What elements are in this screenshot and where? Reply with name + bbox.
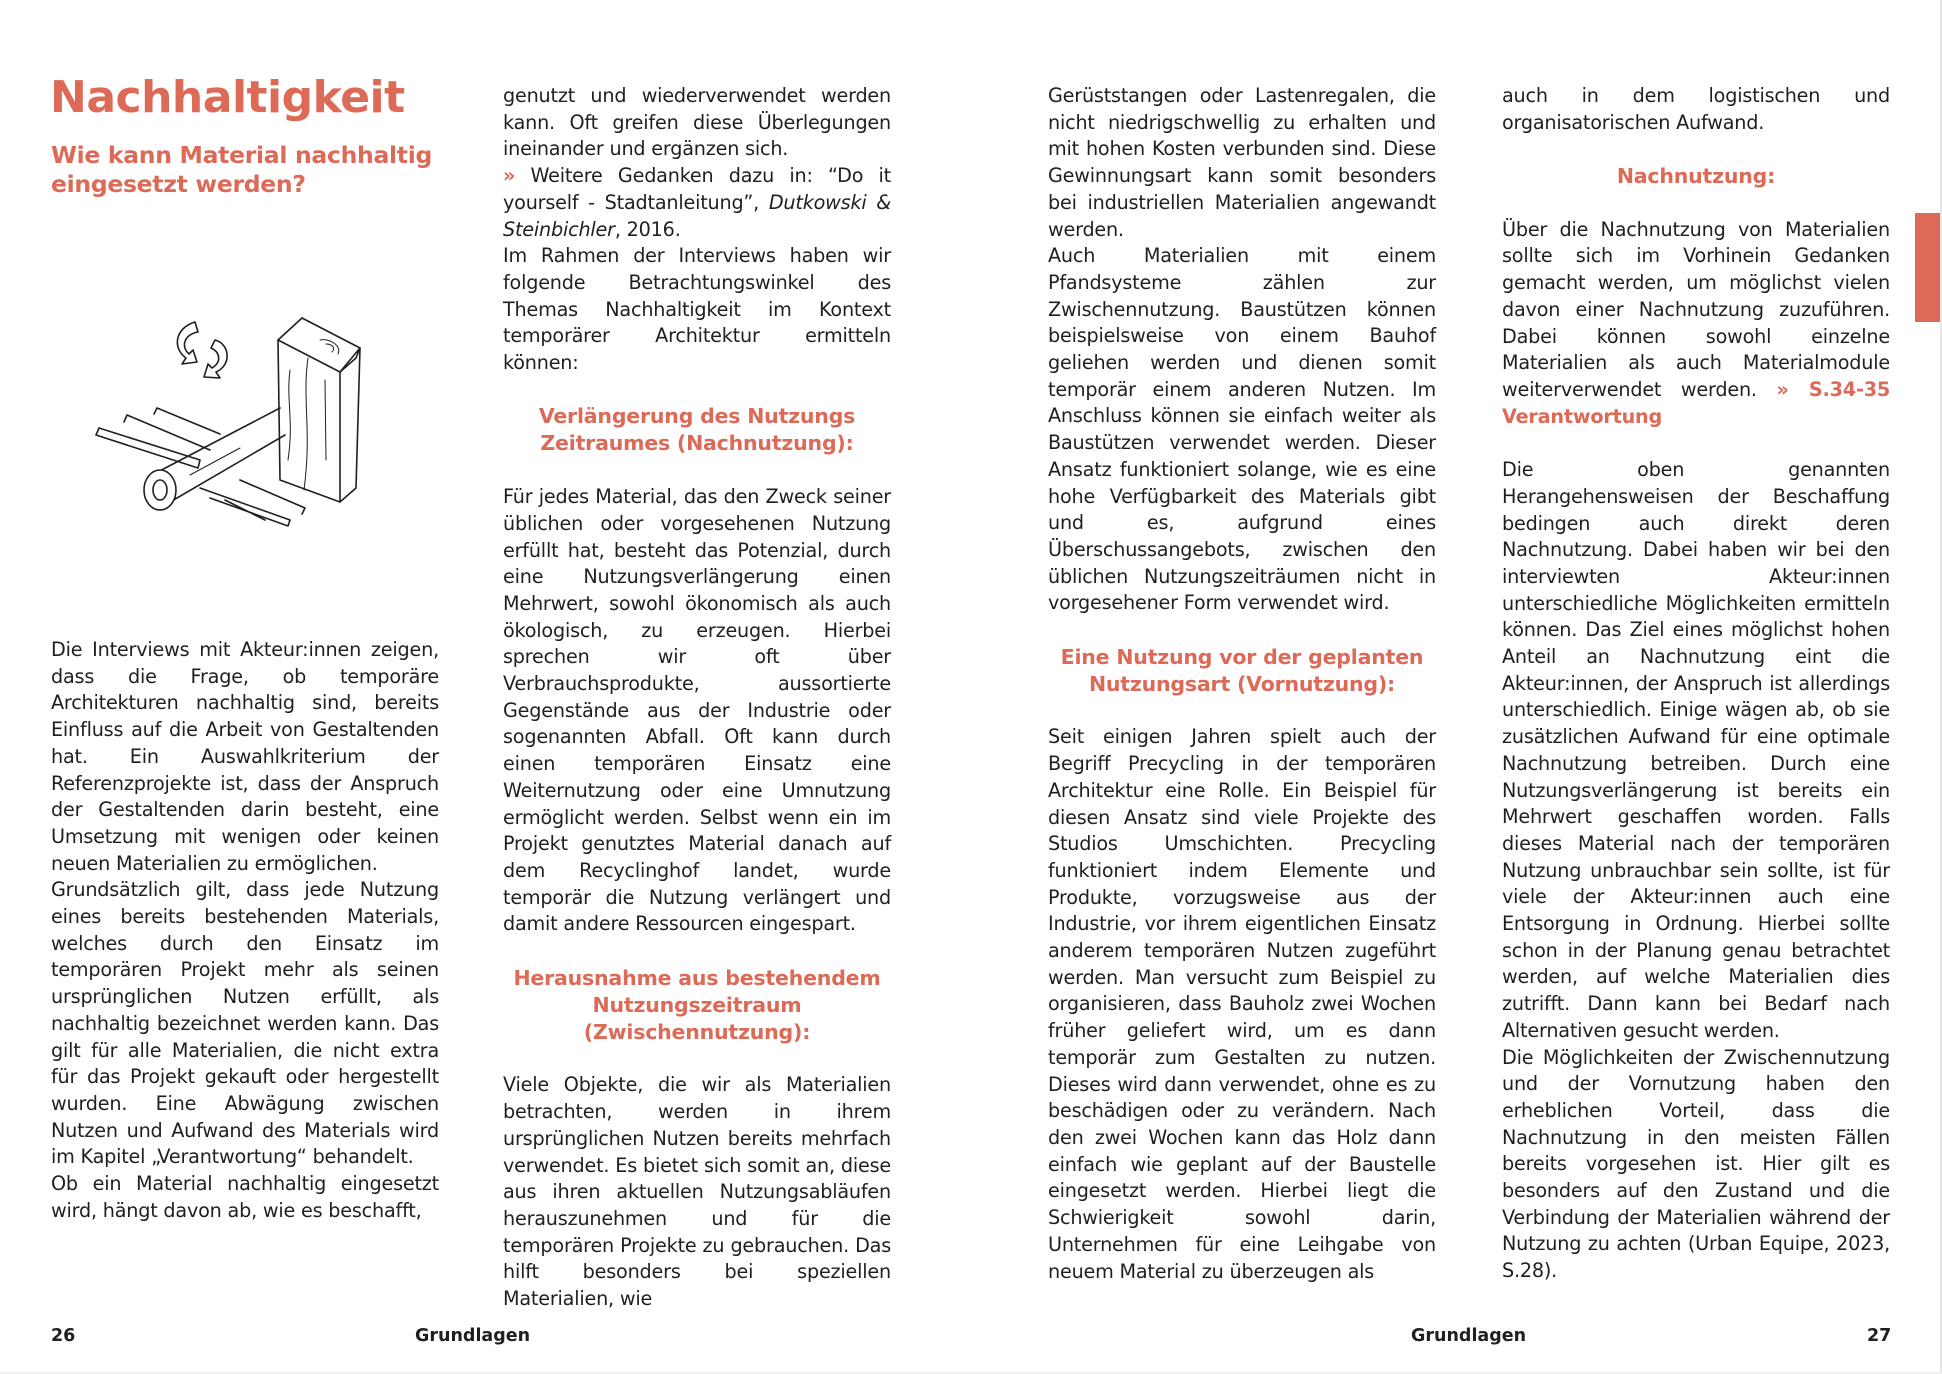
paragraph: Für jedes Material, das den Zweck seiner üblichen oder vorgesehenen Nutzung erfüllt hat, besteht das Potenzial, durch eine Nutzungsverlängerung einen Mehrwert, sowohl ökonomisch als auch ökologisch, zu erzeugen. Hierbei sprechen wir oft über Verbrauchsprodukte, aussortierte Gegenstände aus der Industrie oder sogenannten Abfall. Oft kann durch einen temporären Einsatz eine Weiternutzung oder eine Umnutzung ermöglicht werden. Selbst wenn ein im Projekt genutztes Material danach auf dem Recyclinghof landet, wurde temporär die Nutzung verlängert und damit andere Ressourcen eingespart.	[503, 485, 891, 936]
section-heading-nachnutzung: Nachnutzung:	[1616, 164, 1776, 189]
page-title: Nachhaltigkeit	[50, 72, 405, 123]
paragraph: Über die Nachnutzung von Materialien sollte sich im Vorhinein Gedanken gemacht werden, um möglichst vielen davon einer Nachnutzung zuzuführen. Dabei können sowohl einzelne Materialien als auch Materialmodule weiterverwendet werden. » S.34-35 Verantwortung	[1502, 217, 1891, 428]
section-heading-nachnutzung-verlaengerung: Verlängerung des Nutzungs Zeitraumes (Nachnutzung):	[538, 404, 856, 456]
paragraph: Viele Objekte, die wir als Materialien betrachten, werden in ihrem ursprünglichen Nutzen bereits mehrfach verwendet. Es bietet sich somit an, diese aus ihren aktuellen Nutzungsabläufen herauszunehmen und für die temporären Projekte zu gebrauchen. Das hilft besonders bei speziellen Materialien, wie	[503, 1073, 891, 1311]
paragraph: Die oben genannten Herangehensweisen der Beschaffung bedingen auch direkt deren Nachnutzung. Dabei haben wir bei den interviewten Akteur:innen unterschiedliche Möglichkeiten ermitteln können. Das Ziel eines möglichst hohen Anteil an Nachnutzung eint die Akteur:innen, der Anspruch ist allerdings unterschiedlich. Einige wägen ab, ob sie zusätzlichen Aufwand für eine optimale Nachnutzung betreiben. Durch eine Nutzungsverlängerung ist bereits ein Mehrwert geschaffen worden. Falls dieses Material nach der temporären Nutzung unbrauchbar sein sollte, ist für viele der Akteur:innen auch eine Entsorgung in Ordnung. Hierbei sollte schon in der Planung genau betrachtet werden, auf welche Materialien dies zutrifft. Dann kann bei Bedarf nach Alternativen gesucht werden.	[1502, 458, 1890, 1042]
paragraph: Gerüststangen oder Lastenregalen, die nicht niedrigschwellig zu erhalten und mit hohen Kosten verbunden sind. Diese Gewinnungsart kann somit besonders bei industriellen Materialien angewandt werden.	[1048, 84, 1436, 241]
wood-materials-illustration	[90, 310, 390, 540]
column-4	[1502, 83, 1890, 1285]
reference-marker-icon: »	[503, 164, 516, 188]
page-number-right: 27	[1867, 1326, 1892, 1346]
paragraph: genutzt und wiederverwendet werden kann. Oft greifen diese Überlegungen ineinander und ergänzen sich.	[503, 84, 891, 161]
column-1	[51, 637, 439, 1224]
page-subtitle: Wie kann Material nachhaltig eingesetzt werden?	[51, 141, 432, 198]
section-heading-zwischennutzung: Herausnahme aus bestehendem Nutzungszeitraum (Zwischennutzung):	[513, 965, 881, 1044]
paragraph: Die Möglichkeiten der Zwischennutzung und der Vornutzung haben den erheblichen Vorteil, dass die Nachnutzung in den meisten Fällen bereits vorgesehen ist. Hier gilt es besonders auf den Zustand und die Verbindung der Materialien während der Nutzung zu achten (Urban Equipe, 2023, S.28).	[1502, 1045, 1890, 1283]
column-2	[503, 83, 891, 1313]
paragraph: Ob ein Material nachhaltig eingesetzt wird, hängt davon ab, wie es beschafft,	[51, 1172, 439, 1222]
page-number-left: 26	[51, 1326, 76, 1346]
running-footer-left: Grundlagen	[415, 1326, 531, 1346]
paragraph: auch in dem logistischen und organisatorischen Aufwand.	[1502, 84, 1890, 134]
column-3	[1048, 83, 1436, 1285]
paragraph: Seit einigen Jahren spielt auch der Begriff Precycling in der temporären Architektur eine Rolle. Ein Beispiel für diesen Ansatz sind viele Projekte des Studios Umschichten. Precycling funktioniert indem Elemente und Produkte, vorzugsweise aus der Industrie, vor ihrem eigentlichen Einsatz anderem temporären Nutzen zugeführt werden. Man versucht zum Beispiel zu organisieren, dass Bauholz zwei Wochen früher geliefert wird, um es dann temporär zum Gestalten zu nutzen. Dieses wird dann verwendet, ohne es zu beschädigen oder zu verändern. Nach den zwei Wochen kann das Holz dann einfach wie geplant auf der Baustelle eingesetzt werden. Hierbei liegt die Schwierigkeit sowohl darin, Unternehmen für eine Leihgabe von neuem Material zu überzeugen als	[1048, 725, 1436, 1283]
reference-authors: Dutkowski & Steinbichler	[503, 190, 892, 241]
recycle-arrows-icon	[177, 322, 227, 378]
paragraph: Auch Materialien mit einem Pfandsysteme zählen zur Zwischennutzung. Baustützen können beispielsweise von einem Bauhof geliehen werden und dienen somit temporär einem anderen Nutzen. Im Anschluss können sie einfach weiter als Baustützen verwendet werden. Dieser Ansatz funktioniert solange, wie es eine hohe Verfügbarkeit des Materials gibt und es, aufgrund eines Überschussangebots, zwischen den üblichen Nutzungszeiträumen nicht in vorgesehener Form verwendet wird.	[1048, 244, 1436, 615]
paragraph: Grundsätzlich gilt, dass jede Nutzung eines bereits bestehenden Materials, welches durch den Einsatz im temporären Projekt mehr als seinen ursprünglichen Nutzen erfüllt, als nachhaltig bezeichnet werden kann. Das gilt für alle Materialien, die nicht extra für das Projekt gekauft oder hergestellt wurden. Eine Abwägung zwischen Nutzen und Aufwand des Materials wird im Kapitel „Verantwortung“ behandelt.	[51, 878, 439, 1169]
paragraph: Die Interviews mit Akteur:innen zeigen, dass die Frage, ob temporäre Architekturen nachhaltig sind, bereits Einfluss auf die Arbeit von Gestaltenden hat. Ein Auswahlkriterium der Referenzprojekte ist, dass der Anspruch der Gestaltenden darin besteht, eine Umsetzung mit wenigen oder keinen neuen Materialien zu ermöglichen.	[51, 638, 439, 875]
paragraph: Im Rahmen der Interviews haben wir folgende Betrachtungswinkel des Themas Nachhaltigkeit im Kontext temporärer Architektur ermitteln können:	[503, 244, 891, 375]
cross-reference-link[interactable]: » S.34-35 Verantwortung	[1502, 378, 1891, 428]
chapter-side-tab	[1915, 213, 1941, 322]
reference-note: » Weitere Gedanken dazu in: “Do it yourself - Stadtanleitung”, Dutkowski & Steinbichler, 2016.	[503, 164, 892, 241]
section-heading-vornutzung: Eine Nutzung vor der geplanten Nutzungsart (Vornutzung):	[1060, 644, 1424, 696]
running-footer-right: Grundlagen	[1411, 1326, 1527, 1346]
